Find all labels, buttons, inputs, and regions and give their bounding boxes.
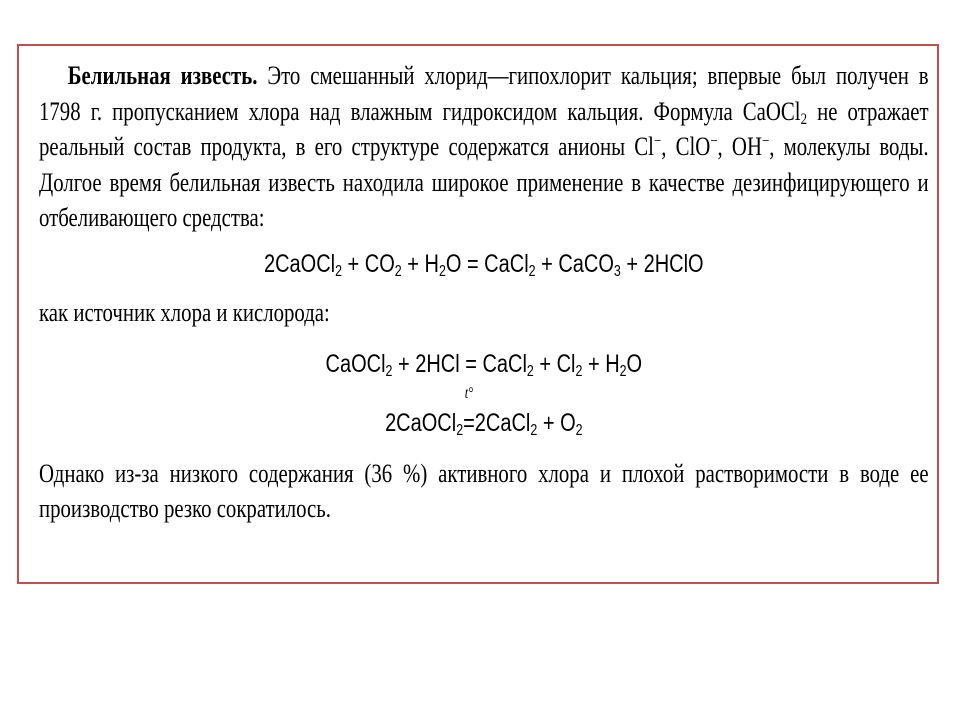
equation-chlorine-release: CaOCl$_2$ + 2HCl = CaCl$_2$ + $Cl_2 + H_2O$ [325, 349, 643, 380]
heating-condition: t° = [463, 385, 475, 437]
equation-oxygen-release: 2CaOCl$_2$ t° =2CaCl$_2$ + $O_2$ [39, 406, 929, 442]
temperature-condition: t° [464, 385, 474, 402]
text-frame [17, 44, 939, 584]
label-chlorine-oxygen-source: как источник хлора и кислорода: [39, 298, 330, 327]
paragraph-intro: Белильная известь. Это смешанный хлорид—гипохлорит кальция; впервые был получен в 1798 г. пропусканием хлора над влажным гидроксидом кальция. Формула CaOCl$_2$ не отражает реальный состав продукта, в его структуре содержатся анионы Cl−, ClO−, OH−, молекулы воды. Долгое время белильная известь находила широкое применение в качестве дезинфицирующего и отбеливающего средства: [39, 61, 929, 232]
document-body [39, 58, 929, 527]
equation-disinfection: 2CaOCl$_2$ + $CO_2 + H_2O$ = CaCl$_2$ + CaCO$_3$ + 2HClO [263, 249, 704, 280]
paragraph-conclusion: Однако из-за низкого содержания (36 %) активного хлора и плохой растворимости в воде ее производство резко сократилось. [39, 458, 929, 523]
term-bleaching-lime: Белильная известь. [67, 61, 258, 90]
